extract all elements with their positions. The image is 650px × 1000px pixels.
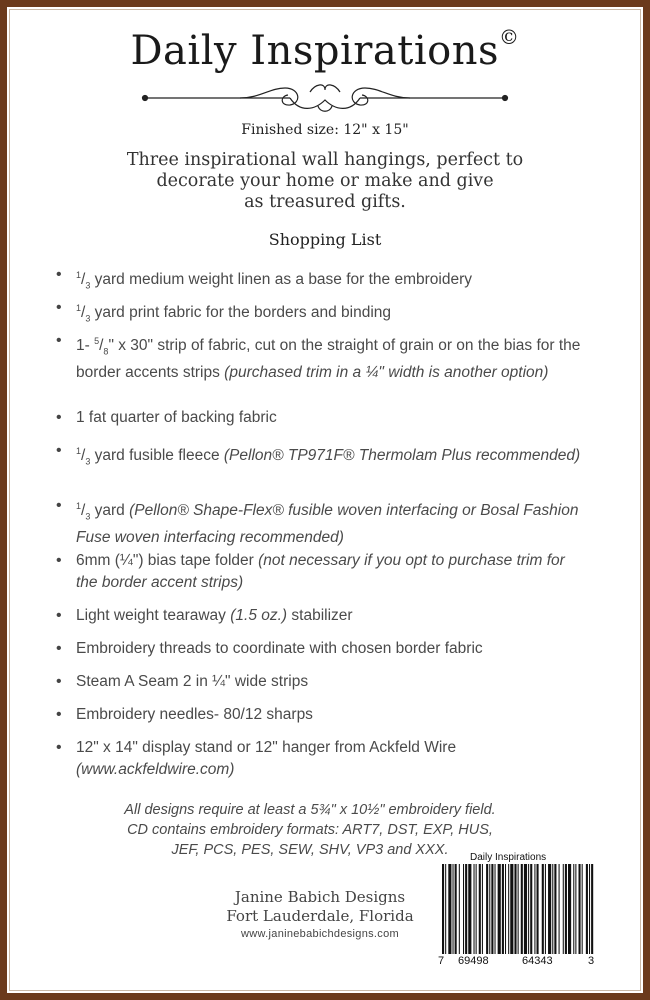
- barcode-bar: [505, 864, 506, 954]
- designer-location: Fort Lauderdale, Florida: [226, 907, 414, 925]
- bullet: •: [56, 607, 62, 624]
- item-note: (Pellon® TP971F® Thermolam Plus recommended): [219, 447, 581, 465]
- list-item: [56, 704, 584, 726]
- list-item: [56, 737, 584, 781]
- barcode-bar: [573, 864, 574, 954]
- bullet: •: [56, 640, 62, 657]
- barcode-bar: [491, 864, 493, 954]
- barcode-bar: [552, 864, 553, 954]
- fraction-numerator: 1: [76, 446, 82, 456]
- item-text: yard print fabric for the borders and binding: [90, 304, 392, 322]
- bullet: •: [56, 442, 62, 459]
- barcode-bar: [453, 864, 454, 954]
- barcode-bar: [448, 864, 451, 954]
- list-item: [56, 407, 584, 429]
- designer-url: www.janinebabichdesigns.com: [241, 928, 399, 940]
- intro-text: [100, 150, 550, 213]
- bullet: •: [56, 706, 62, 723]
- item-text: yard: [90, 502, 125, 520]
- item-text: " x 30" strip of fabric, cut on the straight of grain or on the bias for the border accents strips: [76, 337, 581, 382]
- barcode-bar: [563, 864, 564, 954]
- barcode-digit-group: 69498: [458, 955, 489, 967]
- item-text: 1 fat quarter of backing fabric: [76, 409, 277, 426]
- barcode-bar: [482, 864, 483, 954]
- item-text: Steam A Seam 2 in ¼" wide strips: [76, 673, 309, 690]
- list-item: • $^1/_3$ yard print fabric for the borders and binding: [56, 299, 392, 324]
- barcode-bar: [502, 864, 504, 954]
- footnote-line: All designs require at least a 5¾" x 10½" embroidery field.: [124, 802, 496, 818]
- barcode-bar: [589, 864, 590, 954]
- item-text: 6mm (¼") bias tape folder: [76, 552, 254, 569]
- barcode-bar: [489, 864, 490, 954]
- bullet: •: [56, 552, 62, 569]
- finished-size: Finished size: 12" x 15": [241, 122, 409, 138]
- list-item: • $^1/_3$ yard (Pellon® Shape-Flex® fusible woven interfacing or Bosal Fashion Fuse woven interfacing recommended): [56, 497, 579, 547]
- flourish-ornament: [140, 78, 510, 118]
- item-lead: 1-: [76, 337, 95, 355]
- list-item: • $^1/_3$ yard medium weight linen as a base for the embroidery: [56, 266, 473, 291]
- list-item: [56, 638, 584, 660]
- item-text: yard fusible fleece: [90, 447, 220, 465]
- bullet: •: [56, 299, 62, 316]
- barcode-bar: [476, 864, 477, 954]
- fraction-denominator: 8: [103, 346, 109, 357]
- barcode-bar: [486, 864, 488, 954]
- fraction-denominator: 3: [85, 313, 91, 324]
- embroidery-footnote: [100, 800, 520, 860]
- barcode-bar: [518, 864, 519, 954]
- fraction-numerator: 1: [76, 270, 82, 280]
- item-text: Embroidery needles- 80/12 sharps: [76, 706, 313, 723]
- item-note: (purchased trim in a ¼" width is another option): [219, 364, 549, 382]
- barcode-bar: [542, 864, 544, 954]
- barcode-bar: [459, 864, 460, 954]
- item-note: (1.5 oz.): [225, 607, 288, 624]
- barcode-digit-group: 3: [588, 955, 595, 967]
- barcode-digit-group: 64343: [522, 955, 553, 967]
- footnote-line: JEF, PCS, PES, SEW, SHV, VP3 and XXX.: [171, 842, 449, 858]
- copyright-mark: ©: [499, 24, 520, 49]
- barcode-bar: [554, 864, 556, 954]
- barcode-bar: [510, 864, 513, 954]
- barcode-bar: [534, 864, 535, 954]
- designer-info: [210, 888, 430, 940]
- bullet: •: [56, 673, 62, 690]
- bullet: •: [56, 266, 62, 283]
- barcode-bar: [442, 864, 444, 954]
- barcode-bar: [530, 864, 532, 954]
- barcode-bar: [591, 864, 593, 954]
- fraction-denominator: 3: [85, 280, 91, 291]
- item-note: (not necessary if you opt to purchase trim for the border accent strips): [76, 552, 565, 591]
- barcode-digit-group: 7: [438, 955, 445, 967]
- page-title: [0, 24, 650, 74]
- barcode-bar: [508, 864, 509, 954]
- title-text: Daily Inspirations: [130, 28, 499, 74]
- item-tail: stabilizer: [287, 607, 353, 624]
- barcode-bar: [455, 864, 457, 954]
- barcode-bar: [579, 864, 581, 954]
- barcode-bar: [463, 864, 464, 954]
- barcode-bar: [565, 864, 567, 954]
- intro-line: Three inspirational wall hangings, perfect to: [126, 150, 524, 170]
- list-item: • $^1/_3$ yard fusible fleece (Pellon® TP971F® Thermolam Plus recommended): [56, 442, 581, 467]
- fraction-denominator: 3: [85, 456, 91, 467]
- barcode-bar: [445, 864, 446, 954]
- list-item: • 1- $^5/_8$" x 30" strip of fabric, cut on the straight of grain or on the bias for the border accents strips (purchased trim in a ¼" width is another option): [56, 332, 581, 382]
- barcode-bar: [495, 864, 496, 954]
- item-text: 12" x 14" display stand or 12" hanger from Ackfeld Wire: [76, 739, 457, 756]
- barcode-bar: [514, 864, 516, 954]
- item-text: Light weight tearaway: [76, 607, 226, 624]
- barcode-bar: [559, 864, 560, 954]
- barcode-bar: [468, 864, 471, 954]
- barcode-bar: [575, 864, 576, 954]
- barcode-label: Daily Inspirations: [470, 852, 547, 863]
- shopping-list-heading: Shopping List: [268, 230, 382, 249]
- intro-line: decorate your home or make and give: [156, 171, 494, 191]
- barcode-image: [438, 864, 596, 956]
- barcode-bar: [528, 864, 529, 954]
- barcode-bar: [548, 864, 551, 954]
- bullet: •: [56, 332, 62, 349]
- list-item: [56, 550, 584, 594]
- barcode-bar: [498, 864, 501, 954]
- fraction-numerator: 1: [76, 501, 82, 511]
- barcode-bar: [586, 864, 588, 954]
- barcode-bar: [524, 864, 527, 954]
- list-item: [56, 671, 584, 693]
- barcode-bar: [479, 864, 481, 954]
- bullet: •: [56, 739, 62, 756]
- barcode-bar: [582, 864, 583, 954]
- item-text: yard medium weight linen as a base for the embroidery: [90, 271, 473, 289]
- barcode-bar: [568, 864, 571, 954]
- fraction-denominator: 3: [85, 511, 91, 522]
- bullet: •: [56, 497, 62, 514]
- barcode-bar: [474, 864, 475, 954]
- item-text: Embroidery threads to coordinate with chosen border fabric: [76, 640, 483, 657]
- item-note: (www.ackfeldwire.com): [76, 761, 235, 778]
- barcode-bar: [537, 864, 539, 954]
- list-item: [56, 605, 584, 627]
- intro-line: as treasured gifts.: [244, 192, 406, 212]
- item-note: (Pellon® Shape-Flex® fusible woven interfacing or Bosal Fashion Fuse woven interfacing recommended): [76, 502, 579, 547]
- footnote-line: CD contains embroidery formats: ART7, DST, EXP, HUS,: [127, 822, 493, 838]
- designer-name: Janine Babich Designs: [234, 888, 406, 906]
- barcode-bar: [521, 864, 523, 954]
- barcode-bar: [545, 864, 546, 954]
- barcode-bar: [465, 864, 467, 954]
- fraction-numerator: 1: [76, 303, 82, 313]
- fraction-numerator: 5: [94, 336, 100, 346]
- bullet: •: [56, 409, 62, 426]
